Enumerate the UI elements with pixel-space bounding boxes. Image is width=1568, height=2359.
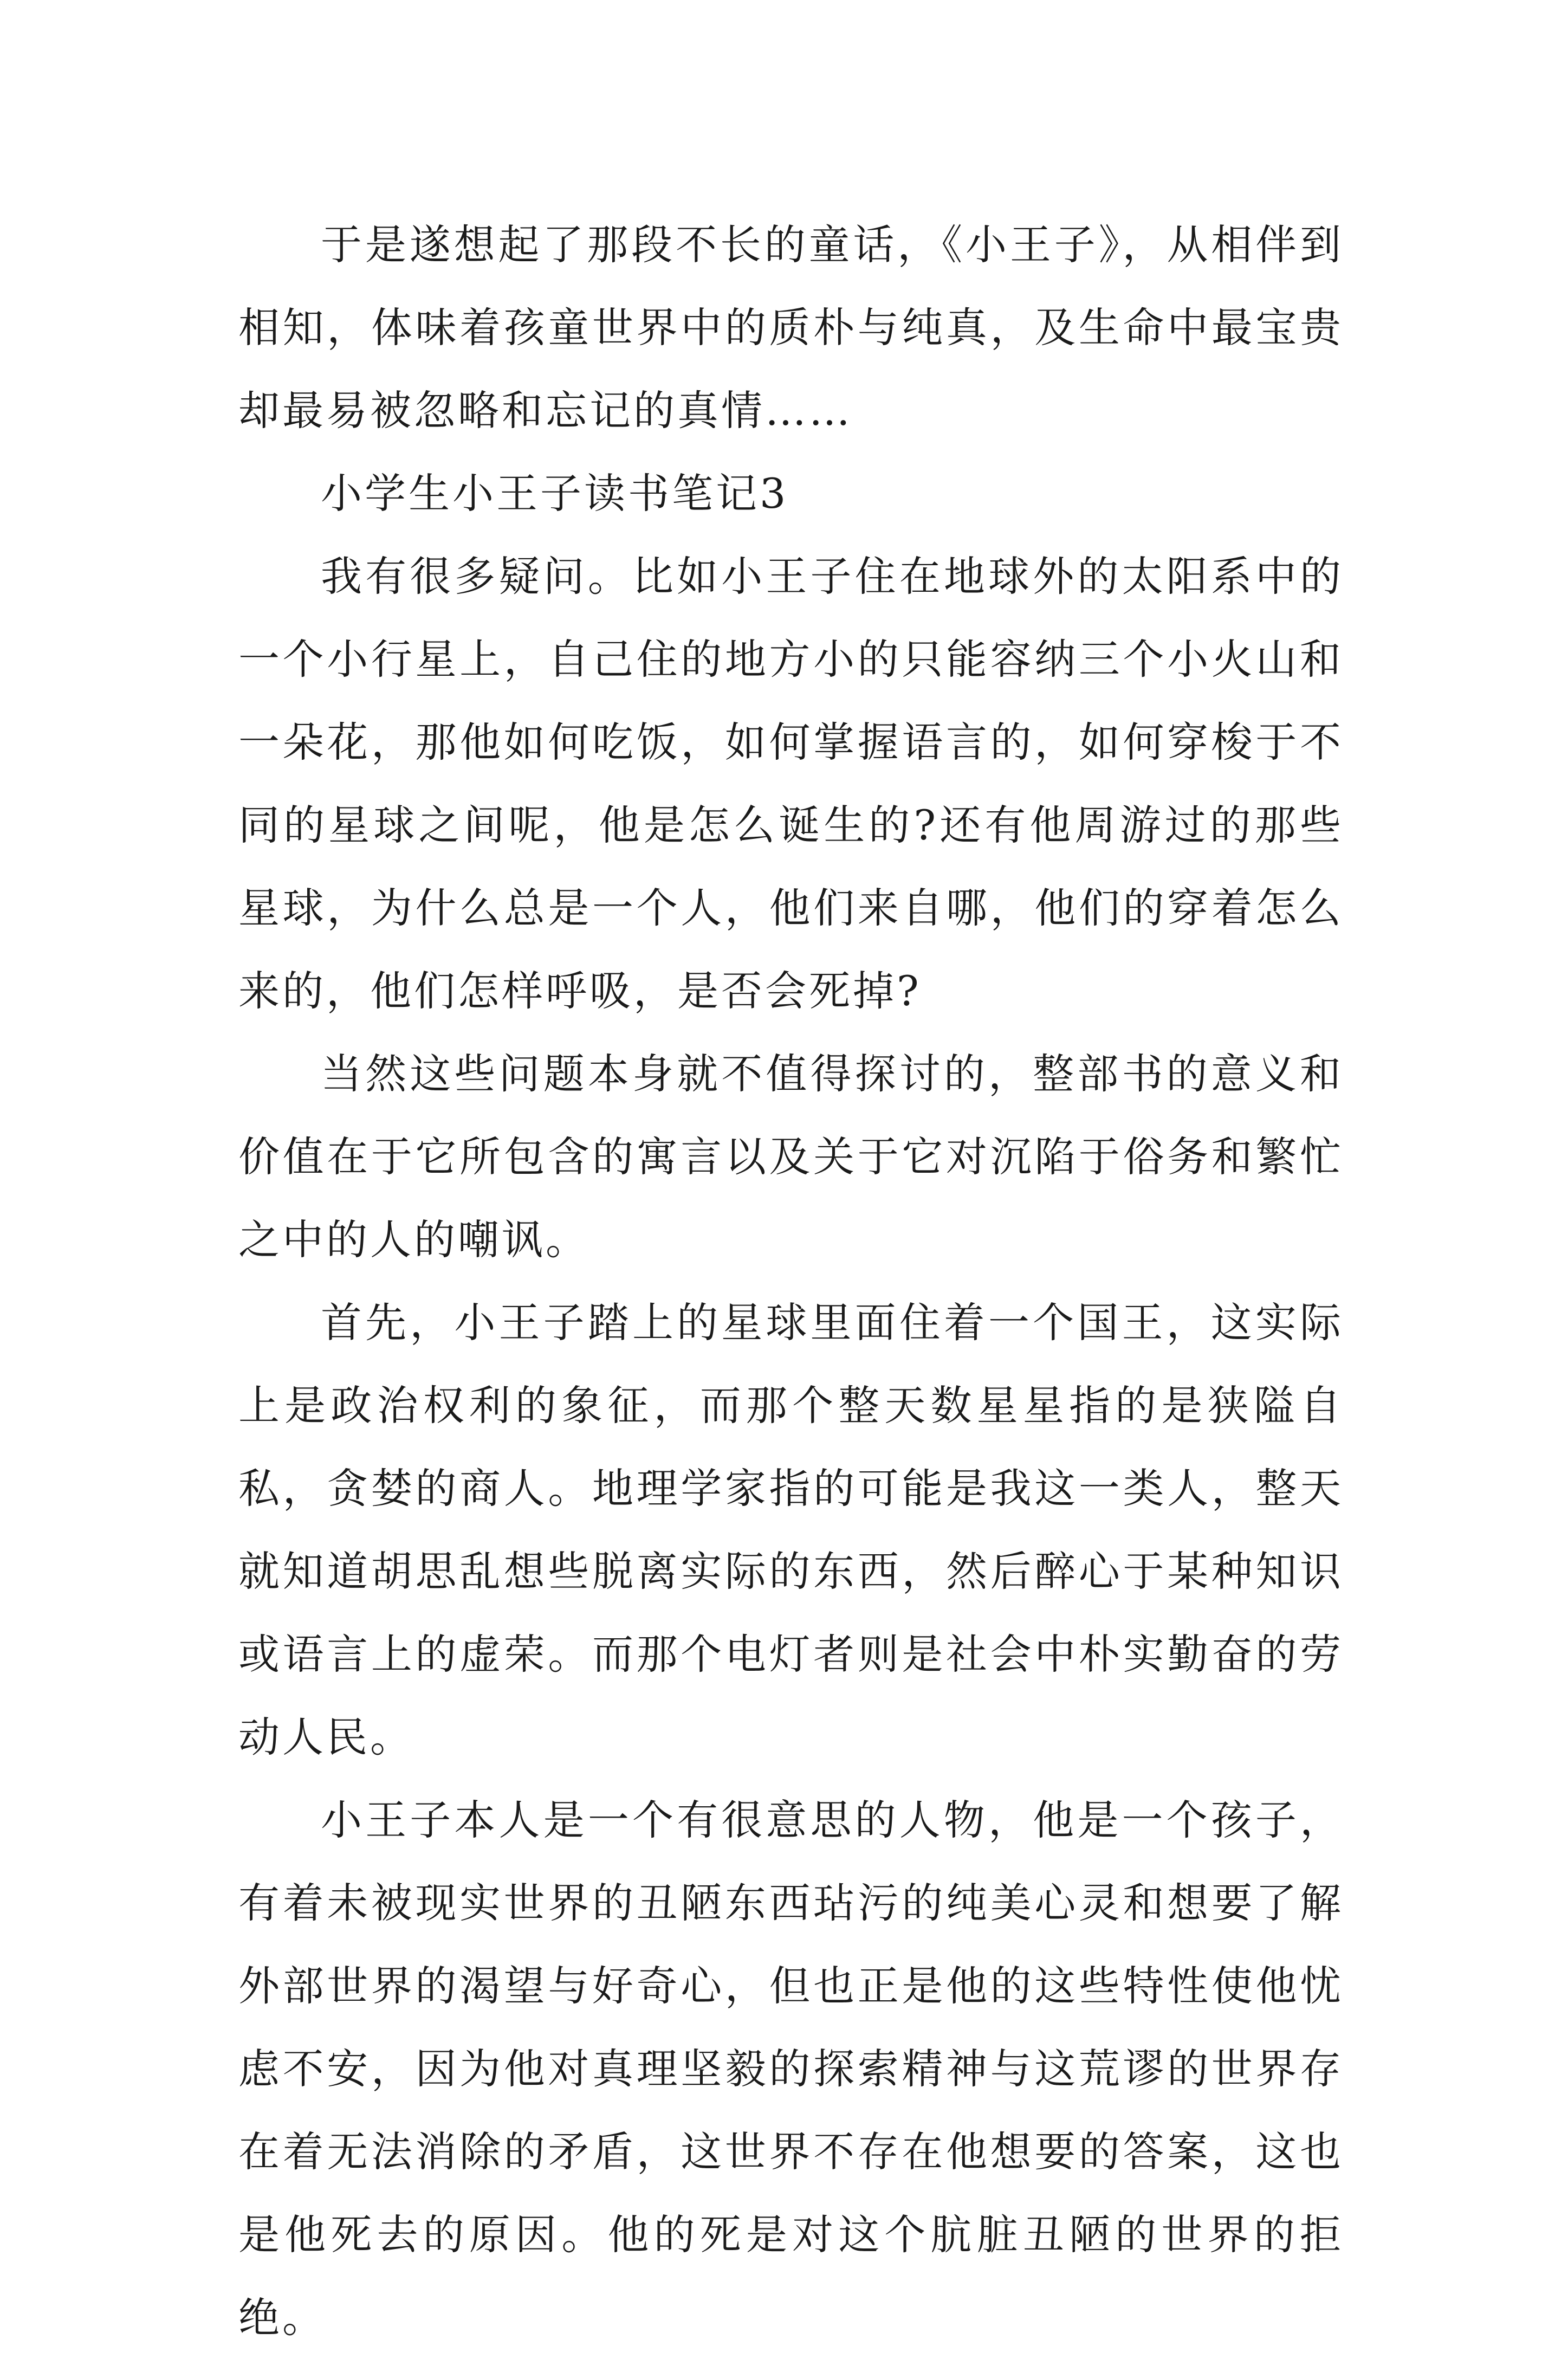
section-heading: 小学生小王子读书笔记3 xyxy=(321,469,789,518)
paragraph-little-prince: 小王子本人是一个有很意思的人物，他是一个孩子，有着未被现实世界的丑陋东西玷污的纯美心灵和想要了解外部世界的渴望与好奇心，但也正是他的这些特性使他忧虑不安，因为他对真理坚毅的探索精神与这荒谬的世界存在着无法消除的矛盾，这世界不存在他想要的答案，这也是他死去的原因。他的死是对这个肮脏丑陋的世界的拒绝。 xyxy=(238,1796,1344,2342)
paragraph-intro: 于是遂想起了那段不长的童话，《小王子》，从相伴到相知，体味着孩童世界中的质朴与纯真，及生命中最宝贵却最易被忽略和忘记的真情…… xyxy=(238,221,1344,435)
paragraph-meaning: 当然这些问题本身就不值得探讨的，整部书的意义和价值在于它所包含的寓言以及关于它对沉陷于俗务和繁忙之中的人的嘲讽。 xyxy=(238,1050,1344,1264)
paragraph-questions: 我有很多疑问。比如小王子住在地球外的太阳系中的一个小行星上，自己住的地方小的只能容纳三个小火山和一朵花，那他如何吃饭，如何掌握语言的，如何穿梭于不同的星球之间呢，他是怎么诞生的?还有他周游过的那些星球，为什么总是一个人，他们来自哪，他们的穿着怎么来的，他们怎样呼吸，是否会死掉? xyxy=(238,552,1344,1015)
document-body xyxy=(238,203,1344,2359)
paragraph-characters: 首先，小王子踏上的星球里面住着一个国王，这实际上是政治权利的象征，而那个整天数星星指的是狭隘自私，贪婪的商人。地理学家指的可能是我这一类人，整天就知道胡思乱想些脱离实际的东西，然后醉心于某种知识或语言上的虚荣。而那个电灯者则是社会中朴实勤奋的劳动人民。 xyxy=(238,1298,1344,1761)
